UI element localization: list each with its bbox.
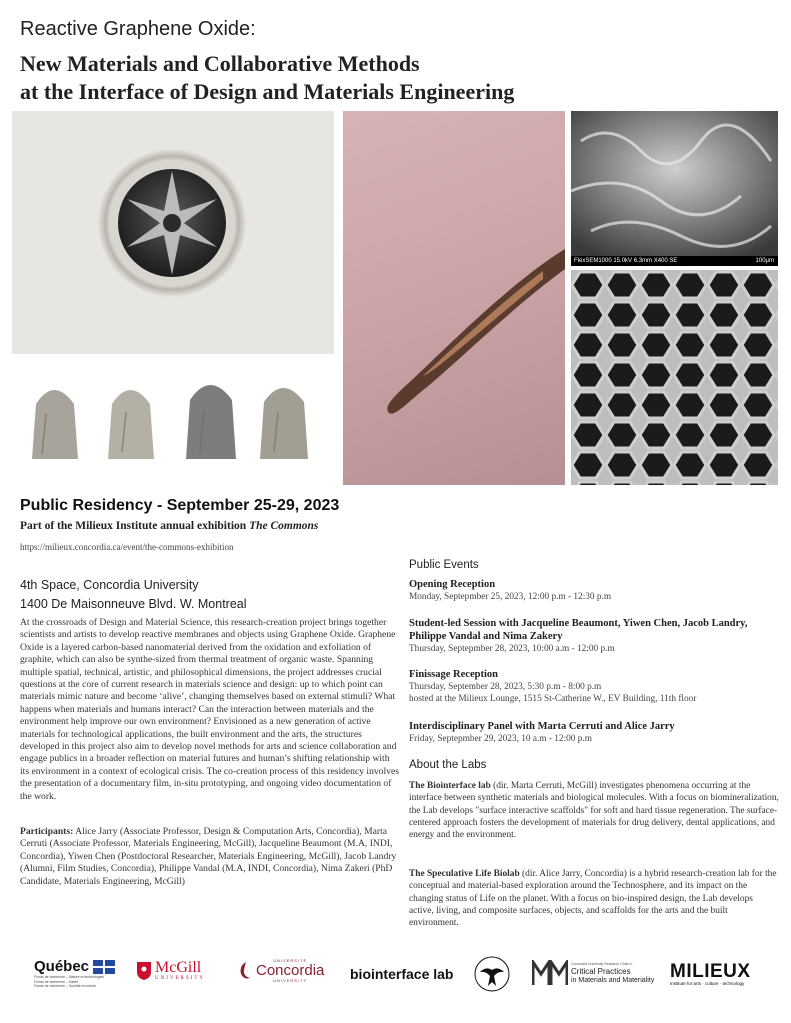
event-item	[409, 617, 769, 655]
participants-label: Participants:	[20, 826, 74, 837]
speculative-text: (dir. Alice Jarry, Concordia) is a hybrid research-creation lab for the conceptual and material-based exploration around the Technosphere, and its impact on the changing status of Life on the planet. With a focus on bio-inspired design, the Lab develops active, living, and composite surfaces, objects, and scaffolds for the arts and the built environment.	[409, 869, 777, 929]
fleur-de-lis-flag-icon	[93, 960, 115, 974]
location	[20, 576, 247, 614]
biointerface-name: The Biointerface lab	[409, 781, 491, 791]
event-title: Opening Reception	[409, 579, 496, 590]
subtitle-line-2: at the Interface of Design and Materials Engineering	[20, 79, 515, 104]
concordia-wordmark: Concordia	[256, 962, 325, 979]
milieux-logo	[670, 962, 751, 986]
participants-list: Alice Jarry (Associate Professor, Design & Computation Arts, Concordia), Marta Cerruti (Associate Professor, Materials Engineering, McGill), Jacqueline Beaumont (M.A, INDI, Concordia), Yiwen Chen (Postdoctoral Researcher, Materials Engineering, McGill), Jacob Landry (Alumni, Film Studies, Concordia), Philippe Vandal (M.A, INDI, Concordia), Nima Zakeri (PhD Candidate, Materials Engineering, McGill)	[20, 826, 397, 887]
event-info: Thursday, Septepmber 28, 2023, 10:00 a.m - 12:00 p.m	[409, 644, 615, 654]
cpmm-line-2: in Materials and Materiality	[571, 976, 655, 984]
speculative-description	[409, 868, 779, 929]
event-info: Friday, Septepmber 29, 2023, 10 a.m - 12:00 p.m	[409, 734, 592, 744]
sem-scale: 100μm	[755, 258, 774, 264]
milieux-sub: Institute for arts · culture · technology	[670, 981, 745, 986]
quebec-sub-3: Fonds de recherche – Société et culture	[34, 984, 97, 988]
page-subtitle	[20, 50, 780, 106]
concordia-logo	[238, 958, 324, 983]
concordia-top: UNIVERSITÉ	[273, 958, 308, 963]
location-line-2: 1400 De Maisonneuve Blvd. W. Montreal	[20, 597, 247, 611]
speculative-name: The Speculative Life Biolab	[409, 869, 520, 879]
quebec-wordmark: Québec	[34, 958, 90, 975]
event-title: Interdisciplinary Panel with Marta Cerruti and Alice Jarry	[409, 721, 675, 732]
cpmm-small: Concordia University Research Chair in	[571, 961, 633, 966]
page-title: Reactive Graphene Oxide:	[20, 18, 256, 40]
mcgill-wordmark: McGill	[155, 959, 202, 976]
event-item	[409, 720, 779, 745]
exhibition-url[interactable]: https://milieux.concordia.ca/event/the-commons-exhibition	[20, 542, 234, 552]
event-info: Monday, Septepmber 25, 2023, 12:00 p.m - 12:30 p.m	[409, 592, 612, 602]
event-item	[409, 578, 779, 603]
photo-sem-micrograph	[571, 111, 778, 266]
event-location: hosted at the Milieux Lounge, 1515 St-Catherine W., EV Building, 11th floor	[409, 694, 697, 704]
eagle-icon	[474, 956, 510, 992]
mcgill-shield-icon	[136, 961, 152, 981]
cpmm-mm-icon	[532, 960, 568, 986]
photo-graphene-cones	[12, 354, 334, 484]
labs-heading: About the Labs	[409, 759, 487, 771]
event-title: Finissage Reception	[409, 669, 498, 680]
exhibition-name: The Commons	[249, 520, 319, 532]
photo-graphene-strip	[343, 111, 565, 485]
event-item	[409, 668, 779, 705]
photo-hexagon-honeycomb	[571, 270, 778, 485]
cpmm-logo	[532, 960, 654, 986]
events-heading: Public Events	[409, 559, 479, 571]
biointerface-logo: biointerface lab	[350, 966, 454, 982]
biointerface-text: (dir. Marta Cerruti, McGill) investigates phenomena occurring at the interface between synthetic materials and biological molecules. With a focus on biomineralization, the Lab develops "surface interactive scaffolds" for soft and hard tissue regeneration. The surface-centered approach fosters the development of materials for drug delivery, dental applications, and energy and the environment.	[409, 781, 779, 841]
residency-subtitle-text: Part of the Milieux Institute annual exhibition	[20, 520, 250, 532]
sem-caption: FlexSEM1000 15.0kV 6.3mm X400 SE	[574, 258, 678, 264]
cpmm-line-1: Critical Practices	[571, 966, 631, 976]
subtitle-line-1: New Materials and Collaborative Methods	[20, 51, 420, 76]
milieux-wordmark: MILIEUX	[670, 961, 751, 982]
residency-subtitle	[20, 520, 318, 532]
biointerface-description	[409, 780, 779, 841]
event-title: Student-led Session with Jacqueline Beaumont, Yiwen Chen, Jacob Landry, Philippe Vandal and Nima Zakery	[409, 618, 748, 642]
mcgill-sub: UNIVERSITY	[155, 976, 205, 981]
concordia-emblem-icon	[238, 960, 254, 982]
residency-title: Public Residency - September 25-29, 2023	[20, 497, 340, 514]
project-description: At the crossroads of Design and Material Science, this research-creation project brings together scientists and artists to develop reactive membranes and objects using Graphene Oxide. Graphene Oxide is a layered carbon-based nanomaterial derived from the oxidation and exfoliation of graphite, which can also be synthe-sized from thermal treatment of organic waste. Spanning multiple spatial, technical, artistic, and philosophical dimensions, the project addresses crucial questions at the core of current research in materials science and design: up to which point can materials mimic nature and become ‘alive’, changing themselves based on external stimuli? What happens when materials and humans interact? Can the interaction between materials and the environment help improve our own environment? Envisioned as a new generation of active materials for technological applications, the built environment and the arts, the structures developed in this project also aim to develop novel methods for arts and science collaboration and engage publics in a broader reflection on material futures and human’s shifting relationship with its environment in a context of ecological crisis. The co-creation process of this residency involves the presentation of a documentary film, in-situ prototyping, and ongoing video documentation of the work.	[20, 617, 399, 802]
event-info: Thursday, September 28, 2023, 5:30 p.m - 8:00 p.m	[409, 682, 602, 692]
partner-logos	[0, 954, 791, 1004]
quebec-logo	[34, 958, 115, 989]
location-line-1: 4th Space, Concordia University	[20, 578, 199, 592]
quebec-sub-2: Fonds de recherche – Santé	[34, 979, 79, 984]
quebec-sub-1: Fonds de recherche – Nature et technologies	[34, 975, 105, 979]
concordia-sub: UNIVERSITY	[273, 978, 308, 983]
mcgill-logo	[136, 960, 205, 981]
biolab-logo	[474, 956, 510, 992]
participants	[20, 826, 400, 888]
photo-membrane-dish	[12, 111, 334, 354]
